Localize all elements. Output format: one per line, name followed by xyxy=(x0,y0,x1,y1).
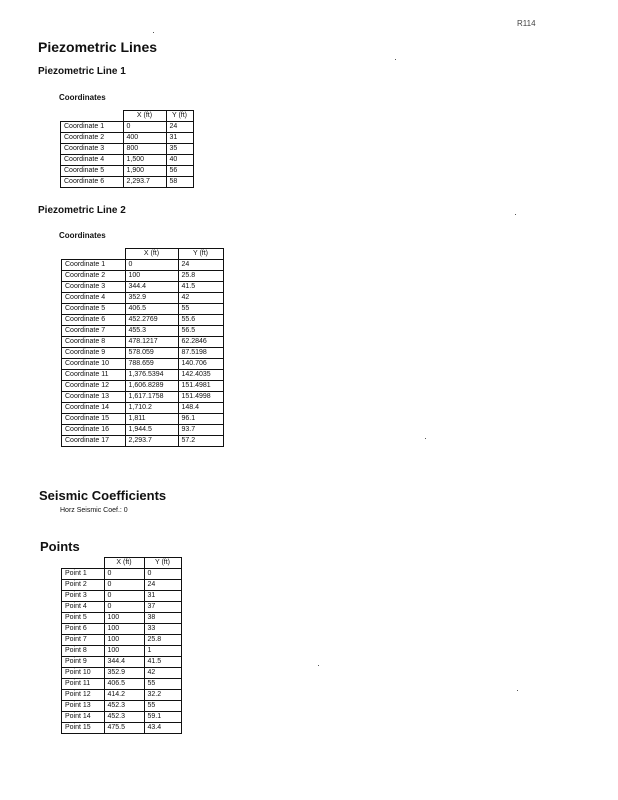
row-x-value: 475.5 xyxy=(104,723,144,734)
row-y-value: 59.1 xyxy=(144,712,181,723)
row-x-value: 344.4 xyxy=(125,282,178,293)
table-row xyxy=(61,177,194,188)
table-row xyxy=(62,657,182,668)
row-name: Point 9 xyxy=(62,657,105,668)
row-name: Coordinate 16 xyxy=(62,425,126,436)
row-x-value: 1,500 xyxy=(123,155,166,166)
row-x-value: 0 xyxy=(123,122,166,133)
header-y: Y (ft) xyxy=(178,249,223,260)
row-x-value: 452.3 xyxy=(104,701,144,712)
row-x-value: 0 xyxy=(104,580,144,591)
row-x-value: 0 xyxy=(104,569,144,580)
row-x-value: 2,293.7 xyxy=(125,436,178,447)
row-y-value: 57.2 xyxy=(178,436,223,447)
row-x-value: 452.2769 xyxy=(125,315,178,326)
table-row xyxy=(62,701,182,712)
table-row xyxy=(62,679,182,690)
row-name: Point 15 xyxy=(62,723,105,734)
row-name: Coordinate 10 xyxy=(62,359,126,370)
row-x-value: 1,900 xyxy=(123,166,166,177)
table-row xyxy=(62,370,224,381)
piezometric-line-1-title: Piezometric Line 1 xyxy=(38,66,126,77)
row-y-value: 41.5 xyxy=(144,657,181,668)
row-y-value: 40 xyxy=(166,155,193,166)
row-x-value: 1,376.5394 xyxy=(125,370,178,381)
line-2-coordinates-label: Coordinates xyxy=(59,231,106,240)
row-y-value: 31 xyxy=(166,133,193,144)
table-row xyxy=(61,122,194,133)
row-name: Coordinate 7 xyxy=(62,326,126,337)
row-name: Coordinate 9 xyxy=(62,348,126,359)
table-row xyxy=(62,326,224,337)
row-y-value: 96.1 xyxy=(178,414,223,425)
table-header-row xyxy=(62,249,224,260)
line-1-table xyxy=(60,110,194,188)
scan-speck xyxy=(318,665,319,666)
row-x-value: 352.9 xyxy=(125,293,178,304)
line-2-table xyxy=(61,248,224,447)
row-name: Coordinate 11 xyxy=(62,370,126,381)
row-name: Coordinate 8 xyxy=(62,337,126,348)
table-row xyxy=(62,580,182,591)
table-row xyxy=(62,635,182,646)
row-name: Coordinate 3 xyxy=(62,282,126,293)
table-row xyxy=(62,712,182,723)
row-name: Point 13 xyxy=(62,701,105,712)
header-x: X (ft) xyxy=(104,558,144,569)
row-y-value: 62.2846 xyxy=(178,337,223,348)
row-y-value: 24 xyxy=(166,122,193,133)
table-row xyxy=(62,348,224,359)
table-row xyxy=(62,591,182,602)
row-y-value: 142.4035 xyxy=(178,370,223,381)
header-y: Y (ft) xyxy=(166,111,193,122)
table-row xyxy=(61,166,194,177)
row-name: Point 2 xyxy=(62,580,105,591)
line-1-rows xyxy=(61,122,194,188)
row-y-value: 56.5 xyxy=(178,326,223,337)
row-name: Coordinate 3 xyxy=(61,144,124,155)
horz-seismic-coef: Horz Seismic Coef.: 0 xyxy=(60,507,128,514)
row-x-value: 406.5 xyxy=(125,304,178,315)
row-x-value: 1,710.2 xyxy=(125,403,178,414)
points-table xyxy=(61,557,182,734)
scan-speck xyxy=(153,32,154,33)
row-y-value: 55 xyxy=(178,304,223,315)
seismic-coefficients-title: Seismic Coefficients xyxy=(39,488,167,503)
table-row xyxy=(62,271,224,282)
row-name: Coordinate 6 xyxy=(62,315,126,326)
row-x-value: 400 xyxy=(123,133,166,144)
header-y: Y (ft) xyxy=(144,558,181,569)
scan-speck xyxy=(517,690,518,691)
table-row xyxy=(62,668,182,679)
row-x-value: 344.4 xyxy=(104,657,144,668)
row-y-value: 58 xyxy=(166,177,193,188)
row-name: Point 3 xyxy=(62,591,105,602)
table-row xyxy=(62,381,224,392)
row-x-value: 0 xyxy=(104,591,144,602)
row-y-value: 140.706 xyxy=(178,359,223,370)
row-x-value: 455.3 xyxy=(125,326,178,337)
table-row xyxy=(62,723,182,734)
row-y-value: 87.5198 xyxy=(178,348,223,359)
points-rows xyxy=(62,569,182,734)
row-y-value: 93.7 xyxy=(178,425,223,436)
row-y-value: 25.8 xyxy=(144,635,181,646)
row-name: Point 10 xyxy=(62,668,105,679)
row-name: Coordinate 2 xyxy=(61,133,124,144)
row-x-value: 1,617.1758 xyxy=(125,392,178,403)
table-row xyxy=(62,569,182,580)
row-y-value: 41.5 xyxy=(178,282,223,293)
row-y-value: 151.4998 xyxy=(178,392,223,403)
header-blank xyxy=(62,249,126,260)
line-2-rows xyxy=(62,260,224,447)
row-name: Point 1 xyxy=(62,569,105,580)
row-name: Coordinate 4 xyxy=(62,293,126,304)
row-x-value: 1,811 xyxy=(125,414,178,425)
row-name: Coordinate 2 xyxy=(62,271,126,282)
table-row xyxy=(62,282,224,293)
table-row xyxy=(62,337,224,348)
row-x-value: 788.659 xyxy=(125,359,178,370)
row-x-value: 578.059 xyxy=(125,348,178,359)
row-y-value: 0 xyxy=(144,569,181,580)
row-x-value: 100 xyxy=(104,624,144,635)
row-x-value: 2,293.7 xyxy=(123,177,166,188)
header-blank xyxy=(62,558,105,569)
scan-speck xyxy=(425,438,426,439)
row-name: Coordinate 1 xyxy=(61,122,124,133)
table-header-row xyxy=(62,558,182,569)
row-name: Coordinate 17 xyxy=(62,436,126,447)
row-name: Coordinate 15 xyxy=(62,414,126,425)
row-name: Coordinate 6 xyxy=(61,177,124,188)
table-row xyxy=(62,293,224,304)
table-row xyxy=(61,155,194,166)
row-name: Coordinate 13 xyxy=(62,392,126,403)
table-row xyxy=(61,133,194,144)
row-x-value: 0 xyxy=(104,602,144,613)
row-x-value: 1,606.8289 xyxy=(125,381,178,392)
points-title: Points xyxy=(40,539,80,554)
row-x-value: 414.2 xyxy=(104,690,144,701)
row-x-value: 800 xyxy=(123,144,166,155)
row-name: Point 14 xyxy=(62,712,105,723)
row-y-value: 37 xyxy=(144,602,181,613)
row-name: Point 4 xyxy=(62,602,105,613)
scan-speck xyxy=(515,214,516,215)
row-name: Point 12 xyxy=(62,690,105,701)
row-y-value: 55.6 xyxy=(178,315,223,326)
table-row xyxy=(62,414,224,425)
row-name: Coordinate 1 xyxy=(62,260,126,271)
header-x: X (ft) xyxy=(125,249,178,260)
row-y-value: 24 xyxy=(178,260,223,271)
row-y-value: 151.4981 xyxy=(178,381,223,392)
line-1-coordinates-label: Coordinates xyxy=(59,93,106,102)
header-x: X (ft) xyxy=(123,111,166,122)
row-y-value: 38 xyxy=(144,613,181,624)
table-row xyxy=(62,425,224,436)
row-y-value: 148.4 xyxy=(178,403,223,414)
row-y-value: 42 xyxy=(144,668,181,679)
row-x-value: 100 xyxy=(104,646,144,657)
row-x-value: 100 xyxy=(104,635,144,646)
row-x-value: 452.3 xyxy=(104,712,144,723)
table-row xyxy=(62,392,224,403)
table-header-row xyxy=(61,111,194,122)
row-y-value: 24 xyxy=(144,580,181,591)
table-row xyxy=(62,624,182,635)
row-y-value: 42 xyxy=(178,293,223,304)
row-x-value: 0 xyxy=(125,260,178,271)
row-y-value: 55 xyxy=(144,701,181,712)
row-x-value: 406.5 xyxy=(104,679,144,690)
row-y-value: 35 xyxy=(166,144,193,155)
scan-speck xyxy=(395,59,396,60)
table-row xyxy=(62,613,182,624)
row-name: Point 6 xyxy=(62,624,105,635)
row-x-value: 100 xyxy=(104,613,144,624)
row-y-value: 25.8 xyxy=(178,271,223,282)
row-y-value: 55 xyxy=(144,679,181,690)
row-name: Point 8 xyxy=(62,646,105,657)
table-row xyxy=(62,646,182,657)
row-y-value: 43.4 xyxy=(144,723,181,734)
table-row xyxy=(62,359,224,370)
row-name: Point 5 xyxy=(62,613,105,624)
row-name: Point 7 xyxy=(62,635,105,646)
row-y-value: 56 xyxy=(166,166,193,177)
table-row xyxy=(62,602,182,613)
row-y-value: 32.2 xyxy=(144,690,181,701)
table-row xyxy=(62,315,224,326)
table-row xyxy=(62,690,182,701)
row-x-value: 352.9 xyxy=(104,668,144,679)
table-row xyxy=(62,260,224,271)
piezometric-lines-title: Piezometric Lines xyxy=(38,39,158,55)
table-row xyxy=(62,304,224,315)
row-x-value: 1,944.5 xyxy=(125,425,178,436)
row-name: Coordinate 14 xyxy=(62,403,126,414)
piezometric-line-2-title: Piezometric Line 2 xyxy=(38,205,126,216)
row-y-value: 33 xyxy=(144,624,181,635)
row-name: Coordinate 5 xyxy=(62,304,126,315)
page-id: R114 xyxy=(517,19,536,28)
table-row xyxy=(62,436,224,447)
header-blank xyxy=(61,111,124,122)
table-row xyxy=(61,144,194,155)
row-name: Coordinate 4 xyxy=(61,155,124,166)
row-name: Point 11 xyxy=(62,679,105,690)
row-y-value: 31 xyxy=(144,591,181,602)
row-x-value: 100 xyxy=(125,271,178,282)
row-name: Coordinate 5 xyxy=(61,166,124,177)
row-x-value: 478.1217 xyxy=(125,337,178,348)
table-row xyxy=(62,403,224,414)
row-name: Coordinate 12 xyxy=(62,381,126,392)
row-y-value: 1 xyxy=(144,646,181,657)
